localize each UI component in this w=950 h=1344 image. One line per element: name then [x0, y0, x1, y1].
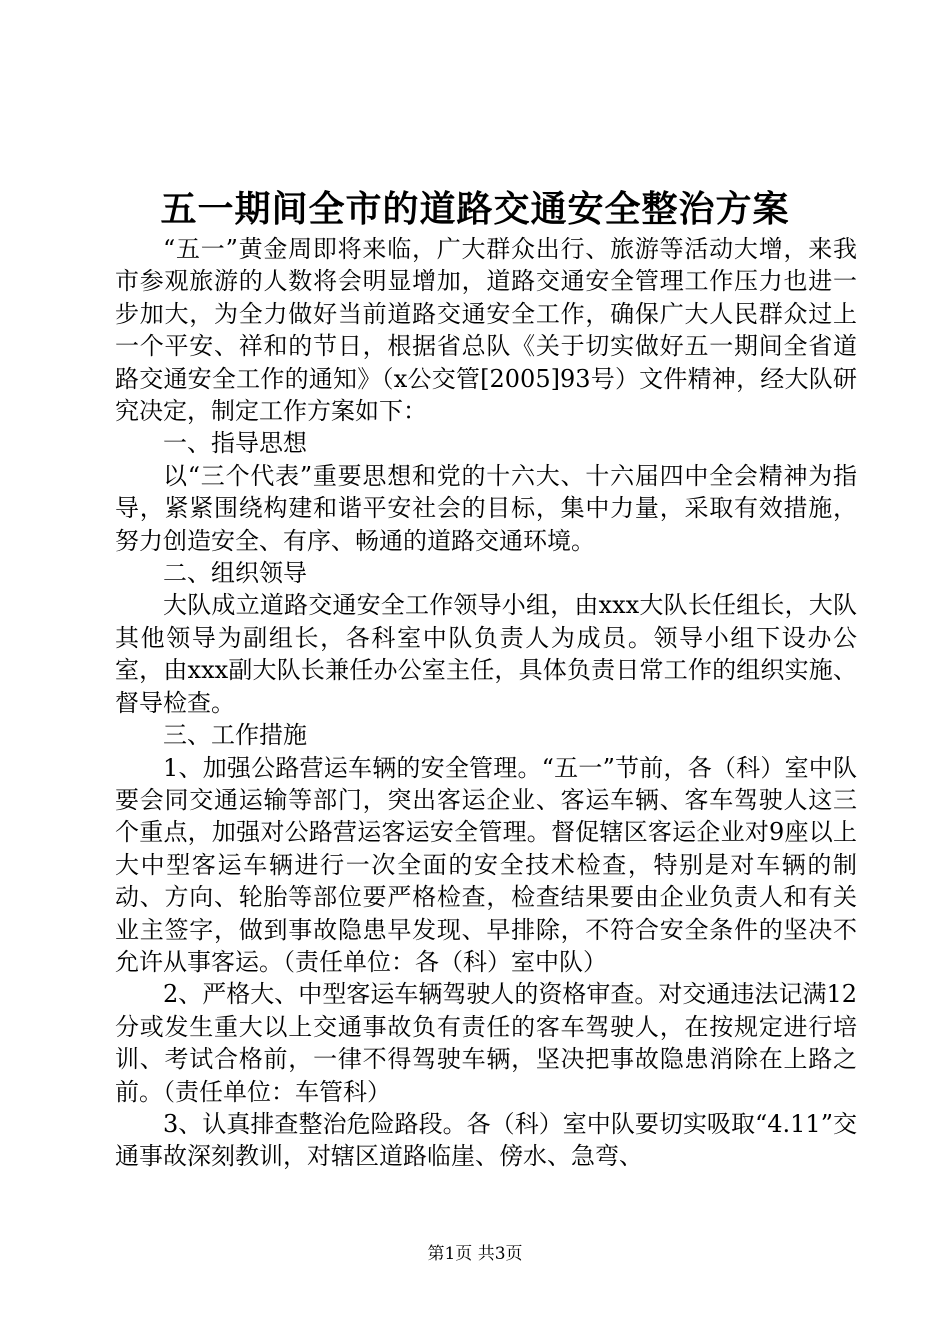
document-title: 五一期间全市的道路交通安全整治方案: [160, 189, 790, 230]
document-body: [115, 233, 857, 1173]
measure-1-paragraph: 1、加强公路营运车辆的安全管理。“五一”节前，各（科）室中队要会同交通运输等部门，突出客运企业、客运车辆、客车驾驶人这三个重点，加强对公路营运客运安全管理。督促辖区客运企业对9座以上大中型客运车辆进行一次全面的安全技术检查，特别是对车辆的制动、方向、轮胎等部位要严格检查，检查结果要由企业负责人和有关业主签字，做到事故隐患早发现、早排除，不符合安全条件的坚决不允许从事客运。（责任单位：各（科）室中队）: [115, 753, 857, 976]
section-heading-measures: 三、工作措施: [163, 721, 307, 750]
guiding-ideology-paragraph: 以“三个代表”重要思想和党的十六大、十六届四中全会精神为指导，紧紧围绕构建和谐平安社会的目标，集中力量，采取有效措施，努力创造安全、有序、畅通的道路交通环境。: [115, 461, 857, 555]
intro-paragraph: “五一”黄金周即将来临，广大群众出行、旅游等活动大增，来我市参观旅游的人数将会明显增加，道路交通安全管理工作压力也进一步加大，为全力做好当前道路交通安全工作，确保广大人民群众过上一个平安、祥和的节日，根据省总队《关于切实做好五一期间全省道路交通安全工作的通知》（x公交管[2005]93号）文件精神，经大队研究决定，制定工作方案如下：: [115, 235, 857, 426]
measure-3-paragraph: 3、认真排查整治危险路段。各（科）室中队要切实吸取“4.11”交通事故深刻教训，对辖区道路临崖、傍水、急弯、: [115, 1109, 857, 1171]
measure-2-paragraph: 2、严格大、中型客运车辆驾驶人的资格审查。对交通违法记满12分或发生重大以上交通事故负有责任的客车驾驶人，在按规定进行培训、考试合格前，一律不得驾驶车辆，坚决把事故隐患消除在上路之前。（责任单位：车管科）: [115, 980, 857, 1106]
section-heading-guiding-ideology: 一、指导思想: [163, 429, 307, 458]
section-heading-organization: 二、组织领导: [163, 559, 307, 588]
page-number-footer: 第1页 共3页: [427, 1244, 523, 1264]
organization-paragraph: 大队成立道路交通安全工作领导小组，由xxx大队长任组长，大队其他领导为副组长，各科室中队负责人为成员。领导小组下设办公室，由xxx副大队长兼任办公室主任，具体负责日常工作的组织实施、督导检查。: [115, 591, 857, 717]
